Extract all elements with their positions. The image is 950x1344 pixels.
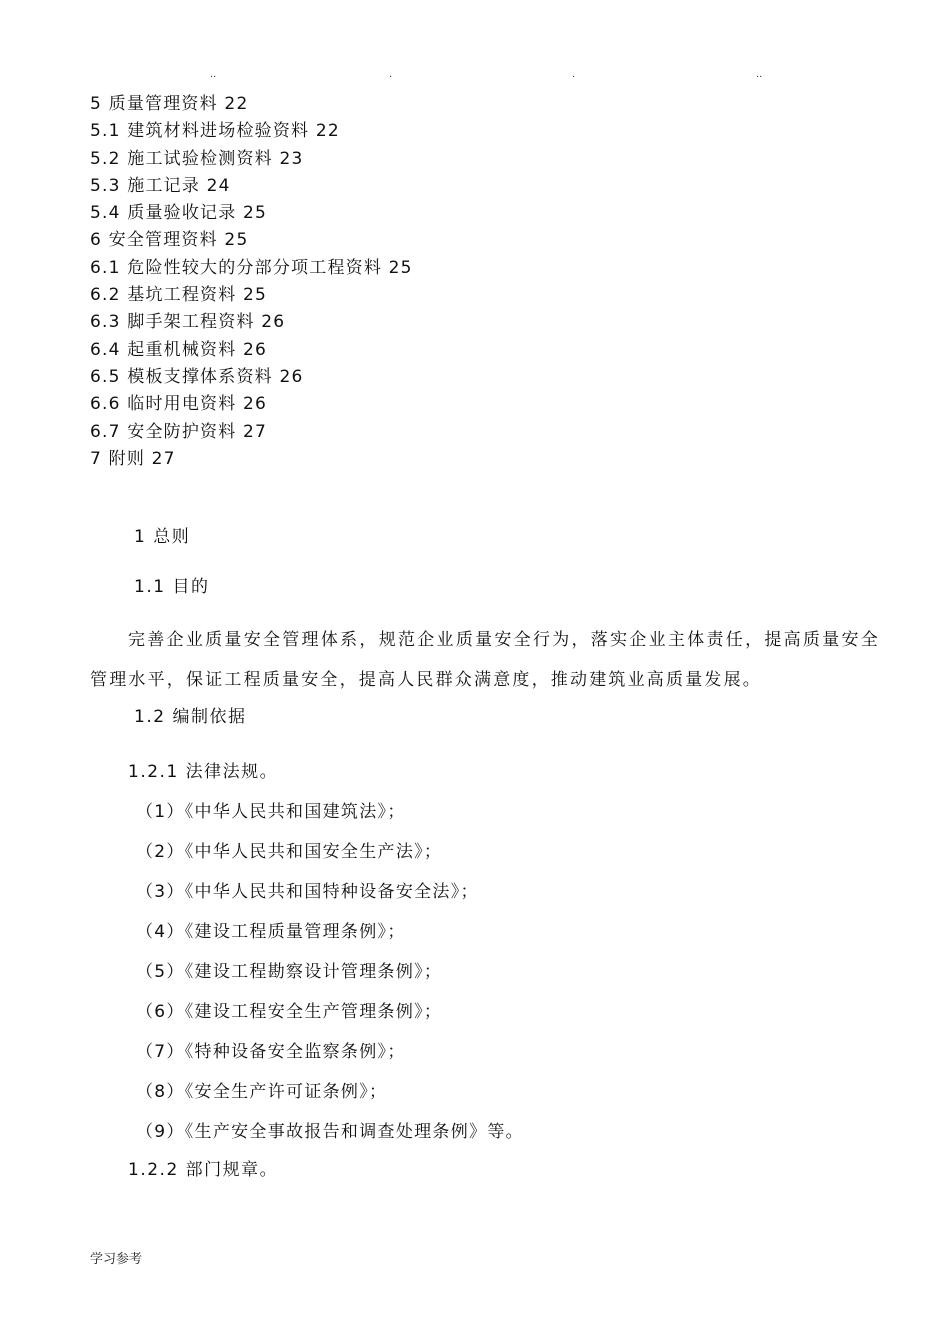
purpose-paragraph: 完善企业质量安全管理体系，规范企业质量安全行为，落实企业主体责任，提高质量安全管理水平，保证工程质量安全，提高人民群众满意度，推动建筑业高质量发展。: [90, 630, 880, 690]
toc-entry: 6.1 危险性较大的分部分项工程资料 25: [90, 257, 413, 278]
toc-entry: 5.1 建筑材料进场检验资料 22: [90, 121, 340, 142]
header-mark: .: [572, 69, 576, 80]
page-footer-label: 学习参考: [90, 1252, 143, 1267]
section-heading: 1 总则: [134, 527, 191, 547]
law-item: （5）《建设工程勘察设计管理条例》；: [136, 962, 443, 982]
law-item: （8）《安全生产许可证条例》；: [136, 1082, 388, 1102]
toc-entry: 6 安全管理资料 25: [90, 230, 249, 251]
table-of-contents: [90, 91, 413, 473]
header-mark: .: [389, 69, 393, 80]
law-item: （6）《建设工程安全生产管理条例》；: [136, 1002, 443, 1022]
toc-entry: 6.2 基坑工程资料 25: [90, 285, 268, 306]
toc-entry: 5.4 质量验收记录 25: [90, 203, 268, 224]
page-header-marks: [0, 68, 950, 82]
toc-entry: 6.7 安全防护资料 27: [90, 421, 268, 442]
toc-entry: 7 附则 27: [90, 448, 176, 469]
law-item: （9）《生产安全事故报告和调查处理条例》等。: [136, 1122, 524, 1142]
toc-entry: 6.4 起重机械资料 26: [90, 339, 268, 360]
law-item: （3）《中华人民共和国特种设备安全法》；: [136, 882, 479, 902]
law-item: （7）《特种设备安全监察条例》；: [136, 1042, 406, 1062]
clause-laws-heading: 1.2.1 法律法规。: [128, 762, 279, 782]
subsection-heading-basis: 1.2 编制依据: [134, 707, 247, 727]
toc-entry: 5 质量管理资料 22: [90, 94, 249, 114]
toc-entry: 5.3 施工记录 24: [90, 175, 231, 196]
law-item: （2）《中华人民共和国安全生产法》；: [136, 842, 443, 862]
subsection-heading-purpose: 1.1 目的: [134, 577, 210, 597]
clause-regulations-heading: 1.2.2 部门规章。: [128, 1160, 279, 1180]
toc-entry: 5.2 施工试验检测资料 23: [90, 148, 304, 169]
toc-entry: 6.6 临时用电资料 26: [90, 394, 268, 415]
law-item: （1）《中华人民共和国建筑法》；: [136, 802, 406, 822]
law-list: [136, 792, 524, 1152]
law-item: （4）《建设工程质量管理条例》；: [136, 922, 406, 942]
header-mark: ..: [210, 69, 217, 80]
toc-entry: 6.5 模板支撑体系资料 26: [90, 366, 304, 387]
toc-entry: 6.3 脚手架工程资料 26: [90, 312, 286, 333]
header-mark: ..: [756, 69, 763, 80]
